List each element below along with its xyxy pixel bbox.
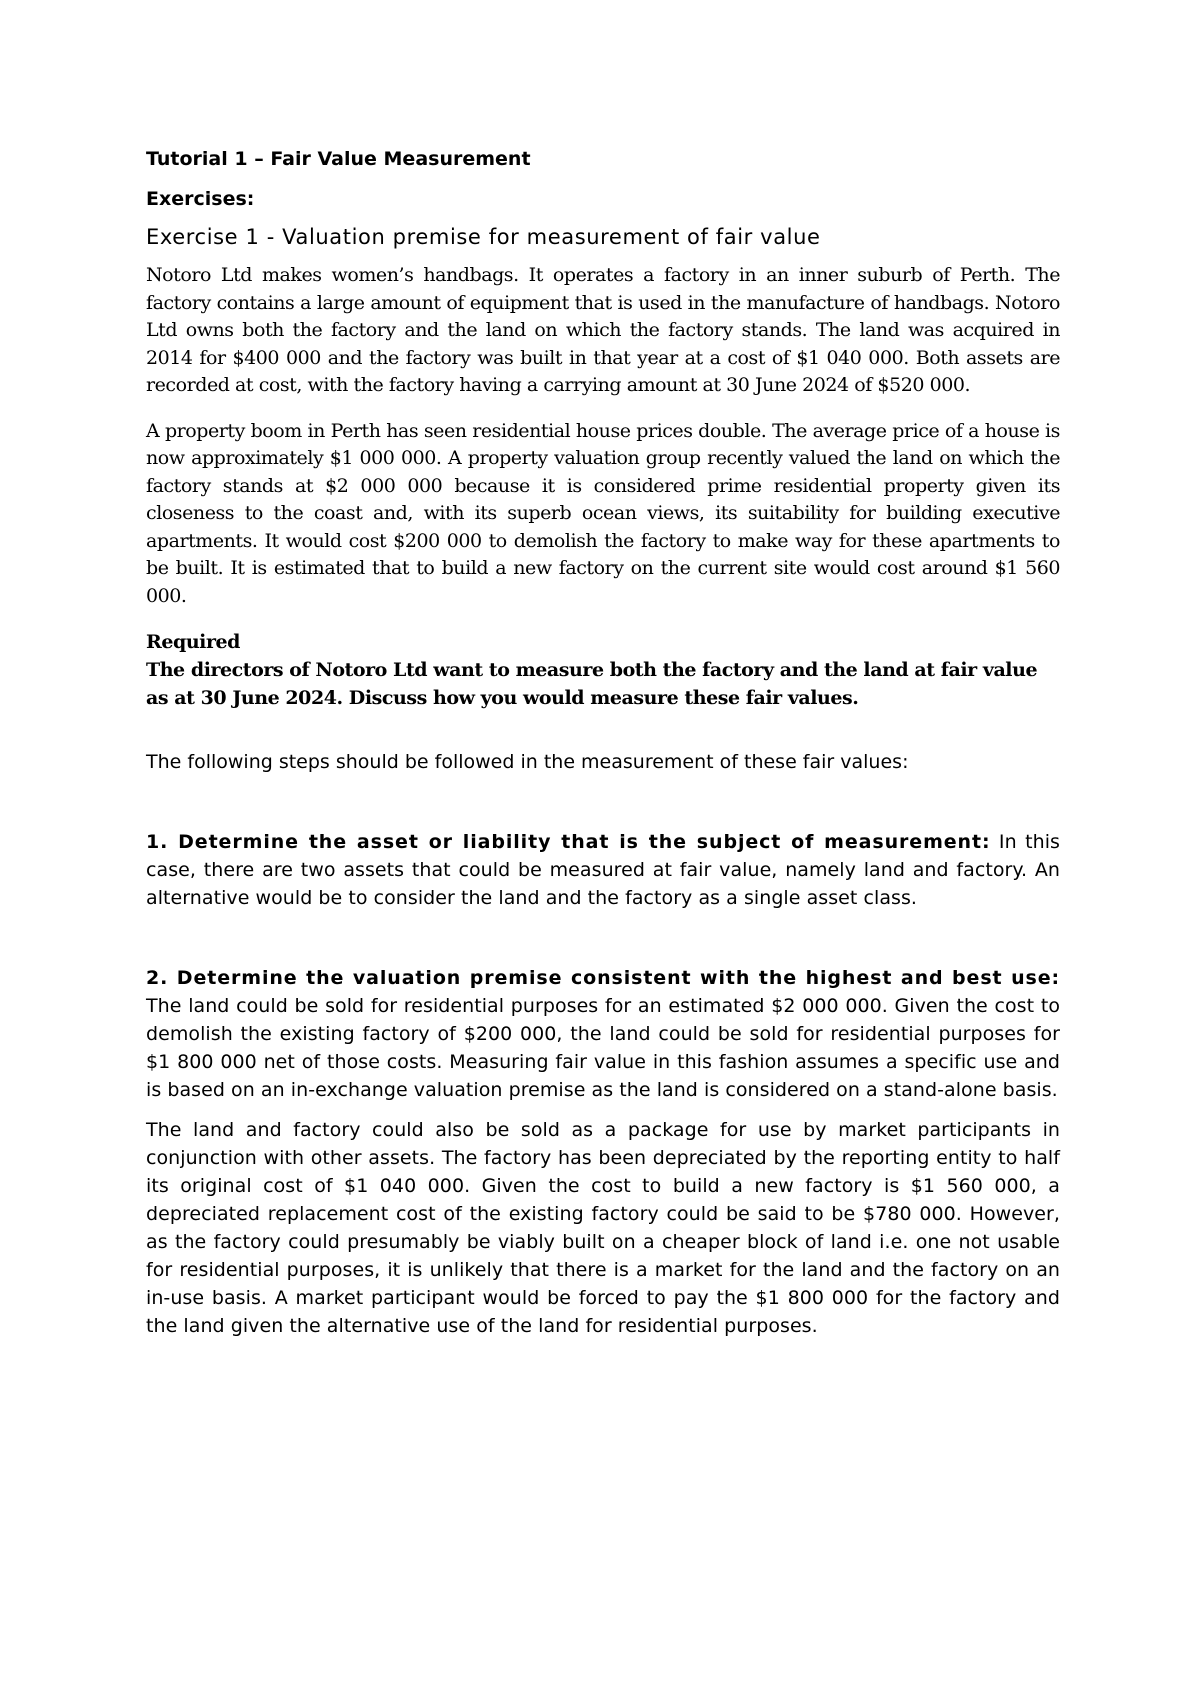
exercise-heading: Exercise 1 - Valuation premise for measurement of fair value — [146, 225, 821, 249]
step-1-body: In this case, there are two assets that could be measured at fair value, namely land and factory. An alternative would be to consider the land and the factory as a single asset class. — [146, 831, 1060, 909]
required-question: The directors of Notoro Ltd want to measure both the factory and the land at fair value as at 30 June 2024. Discuss how you would measure these fair values. — [146, 659, 1038, 709]
case-paragraph-1: Notoro Ltd makes women’s handbags. It operates a factory in an inner suburb of Perth. The factory contains a large amount of equipment that is used in the manufacture of handbags. Notoro Ltd owns both the factory and the land on which the factory stands. The land was acquired in 2014 for $400 000 and the factory was built in that year at a cost of $1 040 000. Both assets are recorded at cost, with the factory having a carrying amount at 30 June 2024 of $520 000. — [146, 264, 1060, 396]
required-section — [146, 628, 1060, 712]
step-2-body: The land could be sold for residential purposes for an estimated $2 000 000. Given the cost to demolish the existing factory of $200 000, the land could be sold for residential purposes for $1 800 000 net of those costs. Measuring fair value in this fashion assumes a specific use and is based on an in-exchange valuation premise as the land is considered on a stand-alone basis. — [146, 995, 1060, 1101]
case-paragraph-2: A property boom in Perth has seen residential house prices double. The average price of a house is now approximately $1 000 000. A property valuation group recently valued the land on which the factory stands at $2 000 000 because it is considered prime residential property given its closeness to the coast and, with its superb ocean views, its suitability for building executive apartments. It would cost $200 000 to demolish the factory to make way for these apartments to be built. It is estimated that to build a new factory on the current site would cost around $1 560 000. — [146, 419, 1060, 607]
step-1-heading: 1. Determine the asset or liability that is the subject of measurement: — [146, 831, 991, 853]
step-2-paragraph-2: The land and factory could also be sold as a package for use by market participants in conjunction with other assets. The factory has been depreciated by the reporting entity to half its original cost of $1 040 000. Given the cost to build a new factory is $1 560 000, a depreciated replacement cost of the existing factory could be said to be $780 000. However, as the factory could presumably be viably built on a cheaper block of land i.e. one not usable for residential purposes, it is unlikely that there is a market for the land and the factory on an in-use basis. A market participant would be forced to pay the $1 800 000 for the factory and the land given the alternative use of the land for residential purposes. — [146, 1119, 1060, 1337]
step-2-heading: 2. Determine the valuation premise consistent with the highest and best use: — [146, 967, 1060, 989]
required-label: Required — [146, 631, 240, 653]
step-2-paragraph — [146, 964, 1060, 1104]
step-1-paragraph — [146, 828, 1060, 912]
document-title: Tutorial 1 – Fair Value Measurement — [146, 148, 531, 170]
exercises-label: Exercises: — [146, 188, 255, 210]
document-content — [146, 146, 1060, 1340]
steps-intro: The following steps should be followed in the measurement of these fair values: — [146, 751, 909, 773]
